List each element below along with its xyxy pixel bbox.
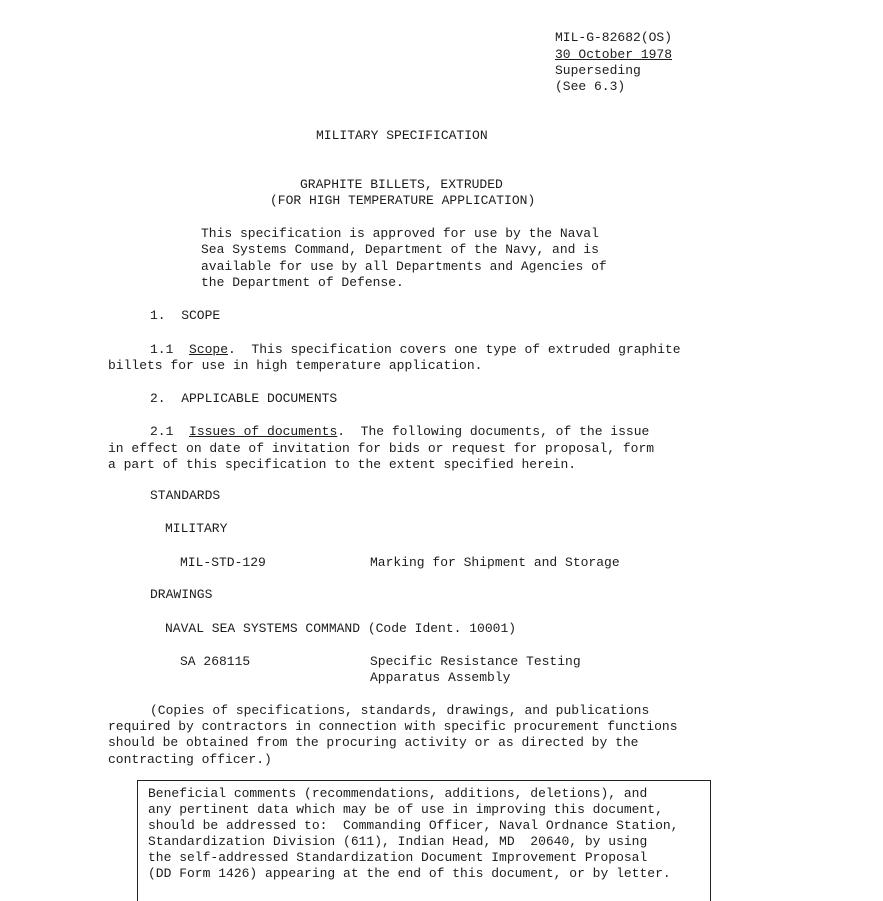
comments-box-line: the self-addressed Standardization Document Improvement Proposal [148,850,648,865]
section-1-heading: 1. SCOPE [150,308,221,323]
scope-paragraph-line-2: billets for use in high temperature application. [108,358,483,373]
issues-paragraph-line-3: a part of this specification to the extent specified herein. [108,457,577,472]
drawing-doc-title-line-1: Specific Resistance Testing [370,654,581,669]
drawing-doc-id: SA 268115 [180,654,251,669]
section-2-heading: 2. APPLICABLE DOCUMENTS [150,391,338,406]
drawings-command-subheading: NAVAL SEA SYSTEMS COMMAND (Code Ident. 10001) [165,621,517,636]
superseding-label: Superseding [555,63,641,78]
paragraph-title: Scope [189,342,229,357]
issues-paragraph-line-1 [150,424,649,440]
copies-note-line: should be obtained from the procuring activity or as directed by the [108,735,639,750]
standards-heading: STANDARDS [150,488,221,503]
comments-box-line: Standardization Division (611), Indian Head, MD 20640, by using [148,834,648,849]
title-line-2: (FOR HIGH TEMPERATURE APPLICATION) [270,193,536,208]
approval-line: the Department of Defense. [201,275,404,290]
drawings-heading: DRAWINGS [150,587,213,602]
see-reference: (See 6.3) [555,79,626,94]
copies-note-line: required by contractors in connection with specific procurement functions [108,719,678,734]
spec-heading: MILITARY SPECIFICATION [316,128,488,143]
comments-box-line: (DD Form 1426) appearing at the end of this document, or by letter. [148,866,671,881]
issues-paragraph-line-2: in effect on date of invitation for bids or request for proposal, form [108,441,655,456]
comments-box-line: Beneficial comments (recommendations, additions, deletions), and [148,786,648,801]
paragraph-text: . This specification covers one type of extruded graphite [228,342,681,357]
comments-box-line: any pertinent data which may be of use in improving this document, [148,802,663,817]
approval-line: This specification is approved for use by the Naval [201,226,599,241]
paragraph-number: 1.1 [150,342,174,357]
paragraph-number: 2.1 [150,424,174,439]
title-line-1: GRAPHITE BILLETS, EXTRUDED [300,177,503,192]
approval-line: Sea Systems Command, Department of the Navy, and is [201,242,599,257]
document-number: MIL-G-82682(OS) [555,30,673,45]
comments-box-line: should be addressed to: Commanding Officer, Naval Ordnance Station, [148,818,679,833]
standard-doc-title: Marking for Shipment and Storage [370,555,620,570]
approval-line: available for use by all Departments and Agencies of [201,259,607,274]
standards-military-subheading: MILITARY [165,521,228,536]
standard-doc-id: MIL-STD-129 [180,555,266,570]
paragraph-title: Issues of documents [189,424,338,439]
paragraph-text: . The following documents, of the issue [337,424,650,439]
scope-paragraph-line-1 [150,342,681,358]
document-date: 30 October 1978 [555,47,673,62]
drawing-doc-title-line-2: Apparatus Assembly [370,670,511,685]
copies-note-line: (Copies of specifications, standards, drawings, and publications [150,703,650,718]
copies-note-line: contracting officer.) [108,752,272,767]
